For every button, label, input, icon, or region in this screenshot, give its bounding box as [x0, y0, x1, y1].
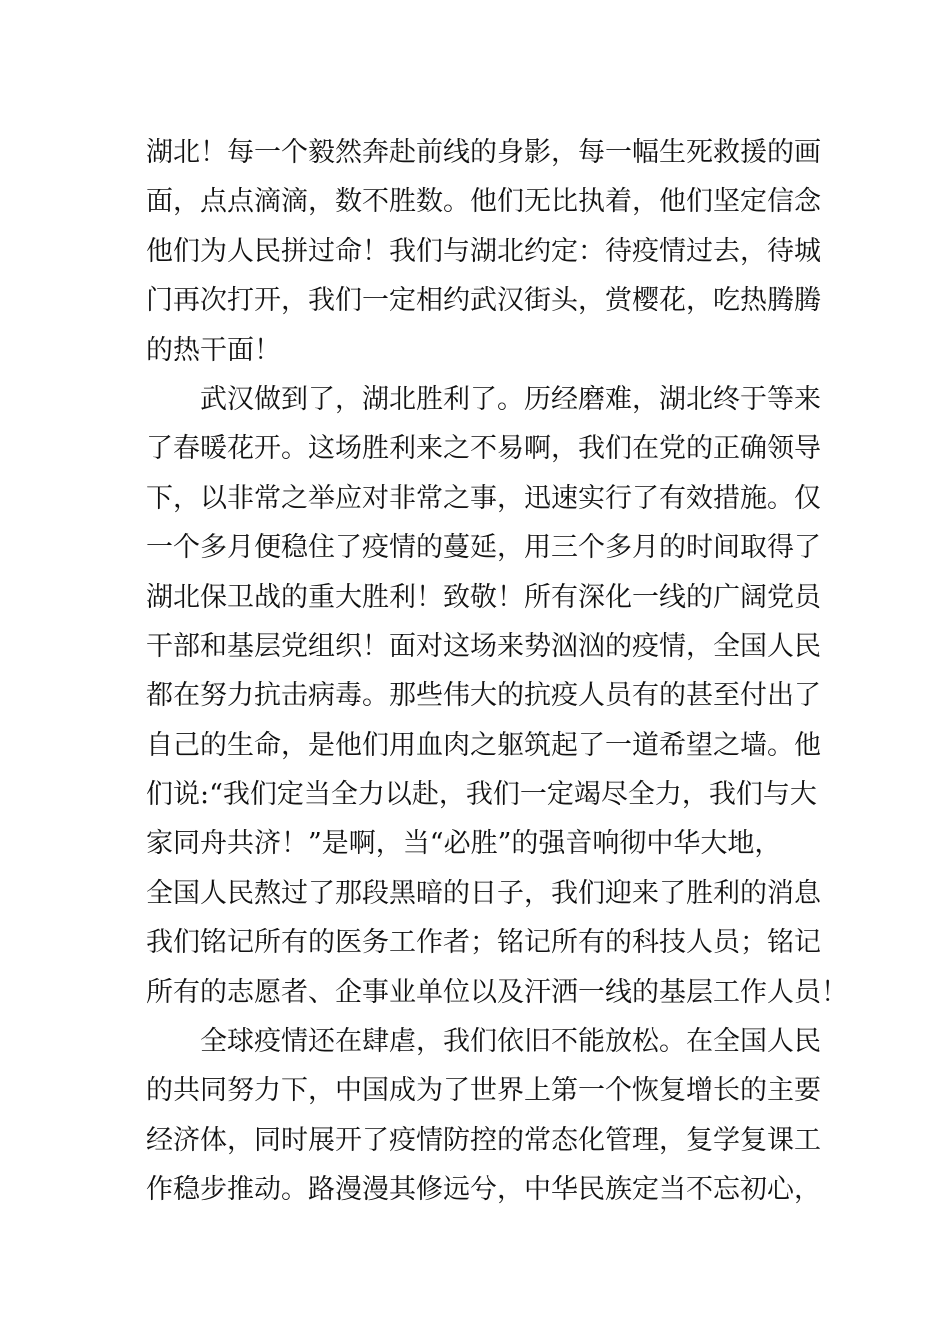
text-line: 湖北！每一个毅然奔赴前线的身影，每一幅生死救援的画: [146, 137, 821, 168]
paragraph-start-line: 武汉做到了，湖北胜利了。历经磨难，湖北终于等来: [200, 383, 821, 415]
text-line: 干部和基层党组织！面对这场来势汹汹的疫情，全国人民: [146, 630, 821, 662]
text-line: 家同舟共济！”是啊，当“必胜”的强音响彻中华大地，: [146, 828, 782, 860]
text-line: 下，以非常之举应对非常之事，迅速实行了有效措施。仅: [146, 482, 821, 514]
text-line: 作稳步推动。路漫漫其修远兮，中华民族定当不忘初心，: [146, 1174, 821, 1206]
text-line: 所有的志愿者、企事业单位以及汗洒一线的基层工作人员！: [146, 976, 848, 1008]
text-line: 们说:“我们定当全力以赴，我们一定竭尽全力，我们与大: [146, 779, 817, 811]
text-line: 全国人民熬过了那段黑暗的日子，我们迎来了胜利的消息: [146, 877, 821, 909]
text-line: 自己的生命，是他们用血肉之躯筑起了一道希望之墙。他: [146, 729, 821, 761]
text-line: 的热干面！: [146, 334, 281, 366]
text-line: 都在努力抗击病毒。那些伟大的抗疫人员有的甚至付出了: [146, 680, 821, 712]
text-line: 湖北保卫战的重大胜利！致敬！所有深化一线的广阔党员: [146, 581, 821, 613]
text-line: 的共同努力下，中国成为了世界上第一个恢复增长的主要: [146, 1075, 821, 1107]
text-line: 我们铭记所有的医务工作者；铭记所有的科技人员；铭记: [146, 927, 821, 959]
text-line: 一个多月便稳住了疫情的蔓延，用三个多月的时间取得了: [146, 532, 821, 564]
paragraph-start-line: 全球疫情还在肆虐，我们依旧不能放松。在全国人民: [200, 1026, 821, 1058]
text-line: 了春暖花开。这场胜利来之不易啊，我们在党的正确领导: [146, 433, 821, 465]
document-body: [146, 128, 848, 1215]
text-line: 经济体，同时展开了疫情防控的常态化管理，复学复课工: [146, 1124, 821, 1156]
text-line: 面，点点滴滴，数不胜数。他们无比执着，他们坚定信念: [146, 186, 821, 218]
text-line: 门再次打开，我们一定相约武汉街头，赏樱花，吃热腾腾: [146, 285, 821, 317]
text-line: 他们为人民拼过命！我们与湖北约定：待疫情过去，待城: [146, 235, 821, 267]
